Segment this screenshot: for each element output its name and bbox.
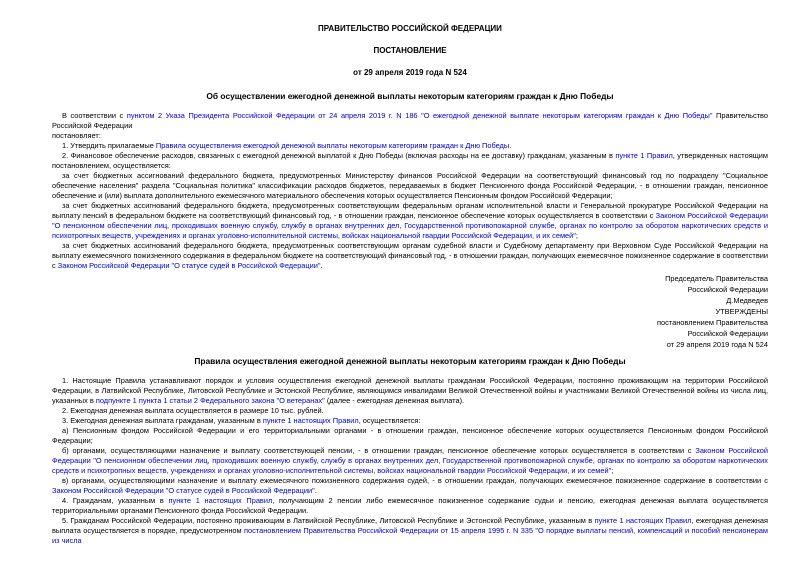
resolves-line: постановляет: [52,131,101,140]
item-2c-paragraph [52,241,768,271]
rules-p3b-text: б) органами, осуществляющими назначение и выплату соответствующей пенсии, - в отношении граждан, пенсионное обеспечение которых осуществляется в соответствии с [62,446,696,455]
rules-title: Правила осуществления ежегодной денежной выплаты некоторым категориям граждан к Дню Победы [194,356,626,366]
rules-p4 [52,496,768,516]
judges-law-link[interactable]: Законом Российской Федерации "О статусе судей в Российской Федерации" [57,261,321,270]
rules-link[interactable]: Правила осуществления ежегодной денежной выплаты некоторым категориям граждан к Дню Победы [155,141,510,150]
rules-p3 [52,416,768,426]
signature-line: Председатель Правительства [665,274,768,283]
rules-body [52,376,768,546]
veterans-law-link[interactable]: подпункте 1 пункта 1 статьи 2 Федерального закона "О ветеранах" [95,396,325,405]
item-2b-paragraph [52,201,768,241]
rules-point-1-link[interactable]: пункте 1 настоящих Правил [594,516,692,525]
decree-186-link[interactable]: пунктом 2 Указа Президента Российской Федерации от 24 апреля 2019 г. N 186 "О ежегодной денежной выплате некоторым категориям граждан к Дню Победы" [126,111,713,120]
rules-p1-text: 1. Настоящие Правила устанавливают порядок и условия осуществления ежегодной денежной выплаты гражданам Российской Федерации, постоянно проживающим на территории Российской Федерации, в Латвийской Республике, Литовской Республике и Эстонской Республике, являющимся инвалидами Великой Отечественной войны и участниками Великой Отечественной войны из числа лиц, указанных в [52,376,768,405]
rules-p3b [52,446,768,476]
rules-p3c-text: в) органами, осуществляющими назначение и выплату ежемесячного пожизненного содержания судей, - в отношении граждан, получающих ежемесячное пожизненное содержание в соответствии с [62,476,768,485]
rules-p5 [52,516,768,546]
rules-p1-end: (далее - ежегодная денежная выплата). [324,396,465,405]
signature-block [52,273,768,350]
rules-p5-text-2: , ежегодная денежная выплата осуществляется в порядке, предусмотренном [52,516,768,535]
item-2a-paragraph: за счет бюджетных ассигнований федерального бюджета, предусмотренных Министерству финансов Российской Федерации на соответствующий финансовый год по подразделу "Социальное обеспечение населения" раздела "Социальная политика" классификации расходов бюджетов, передаваемых в бюджет Пенсионного фонда Российской Федерации, - в отношении граждан, пенсионное обеспечение и (или) выплата дополнительного ежемесячного материального обеспечения которых осуществляется Пенсионным фондом Российской Федерации; [52,171,768,200]
item-2c-text: за счет бюджетных ассигнований федерального бюджета, предусмотренных соответствующим органам судебной власти и Судебному департаменту при Верховном Суде Российской Федерации на выплату ежемесячного пожизненного содержания в федеральном бюджете на соответствующий финансовый год, - в отношении граждан, получающих ежемесячное пожизненное содержание в соответствии с [52,241,768,270]
approval-line: Российской Федерации [687,329,768,338]
government-heading: ПРАВИТЕЛЬСТВО РОССИЙСКОЙ ФЕДЕРАЦИИ [318,24,502,33]
rules-point-1-link[interactable]: пункте 1 Правил [615,151,673,160]
doc-date-number: от 29 апреля 2019 года N 524 [353,68,467,77]
preamble-text: В соответствии с [62,111,127,120]
rules-p3-end: , осуществляется: [358,416,421,425]
item-2-text: 2. Финансовое обеспечение расходов, связанных с ежегодной денежной выплатой к Дню Победы (включая расходы на ее доставку) гражданам, указанным в [62,151,616,160]
item-2b-text: за счет бюджетных ассигнований федерального бюджета, предусмотренных соответствующим федеральным органам исполнительной власти и Генеральной прокуратуре Российской Федерации на выплату пенсий в федеральном бюджете на соответствующий финансовый год, - в отношении граждан, пенсионное обеспечение которых осуществляется в соответствии с [52,201,768,220]
signature-line: Российской Федерации [687,285,768,294]
rules-p3c-end: . [314,486,317,495]
rules-point-1-link[interactable]: пункте 1 настоящих Правил [168,496,273,505]
rules-p3c [52,476,768,496]
item-1-text: 1. Утвердить прилагаемые [62,141,156,150]
rules-p5-text: 5. Гражданам Российской Федерации, постоянно проживающим в Латвийской Республике, Литовской Республике и Эстонской Республике, указанным в [62,516,595,525]
pension-law-link[interactable]: Законом Российской Федерации "О пенсионном обеспечении лиц, проходивших военную службу, службу в органах внутренних дел, Государственной противопожарной службе, органах по контролю за оборотом наркотических средств и психотропных веществ, учреждениях и органах уголовно-исполнительной системы, войсках национальной гвардии Российской Федерации, и их семей" [52,211,768,240]
item-2-paragraph [52,151,768,171]
item-2b-end: ; [575,231,578,240]
rules-p1 [52,376,768,406]
item-2-end: , утвержденных настоящим постановлением, осуществляется: [52,151,768,170]
rules-p3b-end: ; [611,466,614,475]
decree-body [52,111,768,271]
approval-line: постановлением Правительства [657,318,768,327]
signature-line: Д.Медведев [726,296,768,305]
judges-law-link[interactable]: Законом Российской Федерации "О статусе судей в Российской Федерации" [52,486,315,495]
rules-p4-text: 4. Гражданам, указанным в [62,496,169,505]
rules-p3a: а) Пенсионным фондом Российской Федерации и его территориальными органами - в отношении граждан, пенсионное обеспечение которых осуществляется Пенсионным фондом Российской Федерации; [52,426,768,445]
doc-title: Об осуществлении ежегодной денежной выплаты некоторым категориям граждан к Дню Победы [206,91,614,101]
approval-line: от 29 апреля 2019 года N 524 [666,340,768,349]
rules-point-1-link[interactable]: пункте 1 настоящих Правил [262,416,359,425]
rules-p2: 2. Ежегодная денежная выплата осуществляется в размере 10 тыс. рублей. [62,406,324,415]
rules-p4-end: , получающим 2 пенсии либо ежемесячное пожизненное содержание судьи и пенсию, ежегодная денежная выплата осуществляется территориальными органами Пенсионного фонда Российской Федерации. [52,496,768,515]
pension-law-link[interactable]: Законом Российской Федерации "О пенсионном обеспечении лиц, проходивших военную службу, службу в органах внутренних дел, Государственной противопожарной службе, органах по контролю за оборотом наркотических средств и психотропных веществ, учреждениях и органах уголовно-исполнительной системы, войсках национальной гвардии Российской Федерации, и их семей" [52,446,768,475]
rules-p3-text: 3. Ежегодная денежная выплата гражданам, указанным в [62,416,263,425]
doc-type-heading: ПОСТАНОВЛЕНИЕ [373,46,447,55]
preamble-text-2: Правительство Российской Федерации [52,111,769,130]
document-page [52,24,768,546]
approval-line: УТВЕРЖДЕНЫ [715,307,768,316]
item-2c-end: . [320,261,323,270]
preamble-paragraph [52,111,768,131]
item-1-end: . [509,141,512,150]
resolution-335-link[interactable]: постановлением Правительства Российской Федерации от 15 апреля 1995 г. N 335 "О порядке выплаты пенсий, компенсаций и пособий пенсионерам из числа [52,526,768,545]
item-1-paragraph [52,141,768,151]
